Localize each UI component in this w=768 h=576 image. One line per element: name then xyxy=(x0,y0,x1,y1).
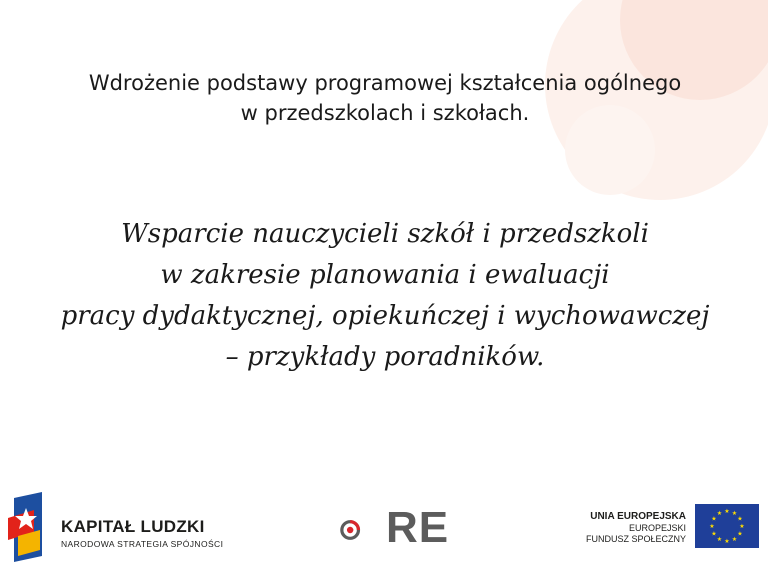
svg-text:★: ★ xyxy=(716,510,723,517)
slide-subtitle xyxy=(40,68,730,128)
svg-text:★: ★ xyxy=(724,508,730,515)
title-line: w zakresie planowania i ewaluacji xyxy=(160,260,610,290)
kapital-ludzki-subtitle: NARODOWA STRATEGIA SPÓJNOŚCI xyxy=(61,539,224,549)
ore-logo-text: RE xyxy=(386,503,450,552)
eu-line: FUNDUSZ SPOŁECZNY xyxy=(585,534,686,544)
subtitle-line: Wdrożenie podstawy programowej kształcenia ogólnego xyxy=(88,71,682,95)
svg-text:★: ★ xyxy=(724,538,730,545)
subtitle-line: w przedszkolach i szkołach. xyxy=(240,101,530,125)
kapital-ludzki-name: KAPITAŁ LUDZKI xyxy=(61,517,205,536)
svg-text:★: ★ xyxy=(711,515,717,523)
eu-flag-icon xyxy=(695,504,759,548)
eu-title: UNIA EUROPEJSKA xyxy=(590,511,686,522)
svg-text:★: ★ xyxy=(711,530,717,538)
ore-ring-icon xyxy=(340,506,388,554)
slide-title xyxy=(20,214,750,378)
svg-text:★: ★ xyxy=(716,536,723,543)
eu-fund-label xyxy=(586,510,686,545)
svg-text:★: ★ xyxy=(737,530,743,538)
logo-footer xyxy=(0,488,768,576)
svg-text:★: ★ xyxy=(737,515,743,523)
title-line: Wsparcie nauczycieli szkół i przedszkoli xyxy=(121,219,649,249)
svg-text:★: ★ xyxy=(739,523,745,530)
svg-text:★: ★ xyxy=(709,523,715,530)
kapital-ludzki-emblem-icon xyxy=(4,488,50,564)
title-line: pracy dydaktycznej, opiekuńczej i wychowawczej xyxy=(60,301,710,331)
svg-text:★: ★ xyxy=(731,510,738,517)
svg-text:★: ★ xyxy=(731,536,738,543)
eu-line: EUROPEJSKI xyxy=(628,523,686,533)
title-line: – przykłady poradników. xyxy=(225,342,545,372)
